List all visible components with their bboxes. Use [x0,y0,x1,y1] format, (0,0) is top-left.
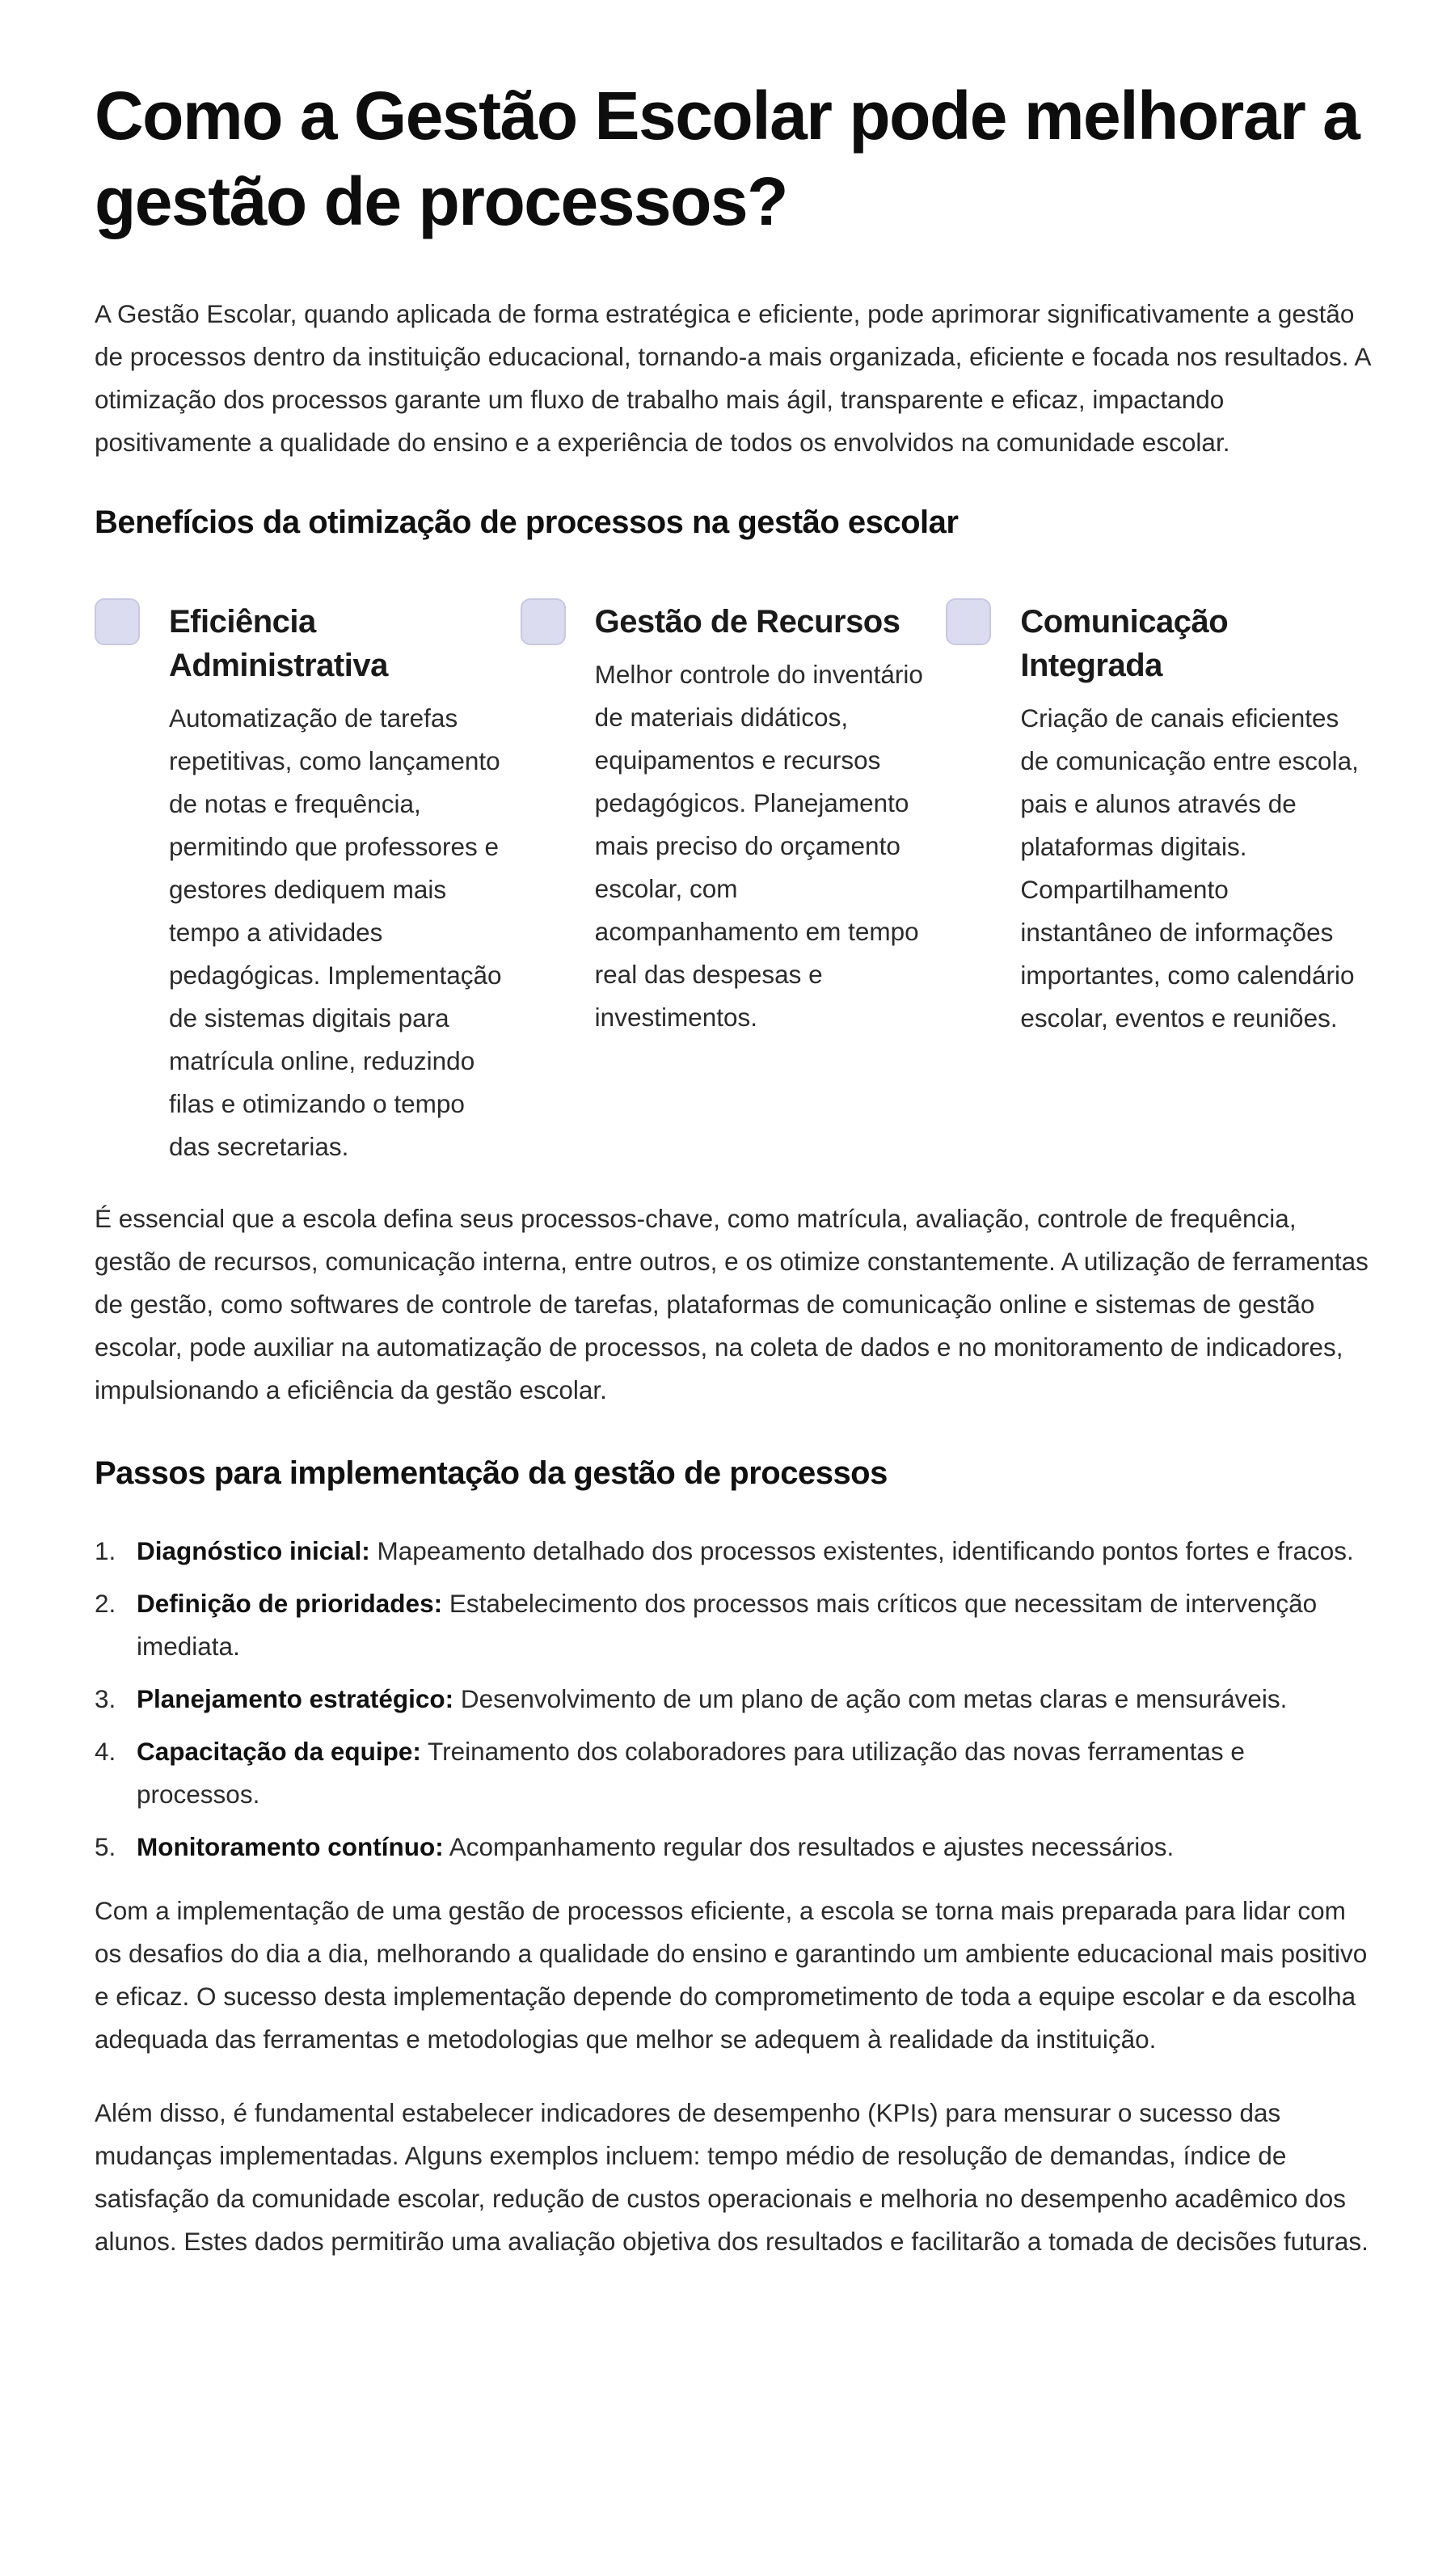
step-label: Monitoramento contínuo: [137,1832,444,1861]
steps-heading: Passos para implementação da gestão de processos [95,1455,888,1491]
card-icon [95,598,140,645]
processes-paragraph: É essencial que a escola defina seus processos-chave, como matrícula, avaliação, controle de frequência, gestão de recursos, comunicação interna, entre outros, e os otimize constantemente. A utilização de ferramentas de gestão, como softwares de controle de tarefas, plataformas de comunicação online e sistemas de gestão escolar, pode auxiliar na automatização de processos, na coleta de dados e no monitoramento de indicadores, impulsionando a eficiência da gestão escolar. [95,1204,1369,1404]
benefit-card [946,600,1372,1168]
card-title: Comunicação Integrada [1020,604,1229,683]
step-label: Diagnóstico inicial: [137,1536,370,1565]
page-title: Como a Gestão Escolar pode melhorar a gestão de processos? [95,78,1360,239]
step-text: Treinamento dos colaboradores para utilização das novas ferramentas e processos. [137,1737,1245,1809]
list-item [95,1826,1372,1869]
card-text: Criação de canais eficientes de comunicação entre escola, pais e alunos através de plataformas digitais. Compartilhamento instantâneo de informações importantes, como calendário escolar, eventos e reuniões. [1020,703,1359,1033]
card-text: Automatização de tarefas repetitivas, como lançamento de notas e frequência, permitindo que professores e gestores dediquem mais tempo a atividades pedagógicas. Implementação de sistemas digitais para matrícula online, reduzindo filas e otimizando o tempo das secretarias. [169,703,502,1161]
kpi-paragraph: Além disso, é fundamental estabelecer indicadores de desempenho (KPIs) para mensurar o sucesso das mudanças implementadas. Alguns exemplos incluem: tempo médio de resolução de demandas, índice de satisfação da comunidade escolar, redução de custos operacionais e melhoria no desempenho acadêmico dos alunos. Estes dados permitirão uma avaliação objetiva dos resultados e facilitarão a tomada de decisões futuras. [95,2098,1369,2256]
step-number: 1. [95,1536,116,1565]
step-number: 4. [95,1737,116,1766]
benefit-card [521,600,947,1168]
list-item [95,1582,1372,1668]
steps-list [95,1530,1372,1869]
benefit-cards [95,600,1372,1168]
intro-paragraph: A Gestão Escolar, quando aplicada de forma estratégica e eficiente, pode aprimorar significativamente a gestão de processos dentro da instituição educacional, tornando-a mais organizada, eficiente e focada nos resultados. A otimização dos processos garante um fluxo de trabalho mais ágil, transparente e eficaz, impactando positivamente a qualidade do ensino e a experiência de todos os envolvidos na comunidade escolar. [95,299,1370,457]
card-title: Eficiência Administrativa [169,604,388,683]
card-title: Gestão de Recursos [594,604,900,640]
step-number: 5. [95,1832,116,1861]
benefits-heading: Benefícios da otimização de processos na gestão escolar [95,505,959,540]
list-item [95,1678,1372,1721]
conclusion-paragraph: Com a implementação de uma gestão de processos eficiente, a escola se torna mais preparada para lidar com os desafios do dia a dia, melhorando a qualidade do ensino e garantindo um ambiente educacional mais positivo e eficaz. O sucesso desta implementação depende do comprometimento de toda a equipe escolar e da escolha adequada das ferramentas e metodologias que melhor se adequem à realidade da instituição. [95,1896,1368,2054]
step-label: Capacitação da equipe: [137,1737,421,1766]
step-text: Acompanhamento regular dos resultados e ajustes necessários. [443,1832,1175,1861]
step-label: Definição de prioridades: [137,1589,443,1618]
step-label: Planejamento estratégico: [137,1684,454,1713]
step-text: Estabelecimento dos processos mais críticos que necessitam de intervenção imediata. [137,1589,1318,1661]
card-icon [521,598,566,645]
list-item [95,1730,1372,1816]
step-text: Desenvolvimento de um plano de ação com metas claras e mensuráveis. [453,1684,1288,1713]
step-number: 2. [95,1589,116,1618]
card-icon [946,598,991,645]
card-text: Melhor controle do inventário de materiais didáticos, equipamentos e recursos pedagógicos. Planejamento mais preciso do orçamento escolar, com acompanhamento em tempo real das despesas e investimentos. [594,660,923,1032]
article [95,0,1372,2263]
step-number: 3. [95,1684,116,1713]
benefit-card [95,600,521,1168]
list-item [95,1530,1372,1573]
step-text: Mapeamento detalhado dos processos existentes, identificando pontos fortes e fracos. [369,1536,1354,1565]
